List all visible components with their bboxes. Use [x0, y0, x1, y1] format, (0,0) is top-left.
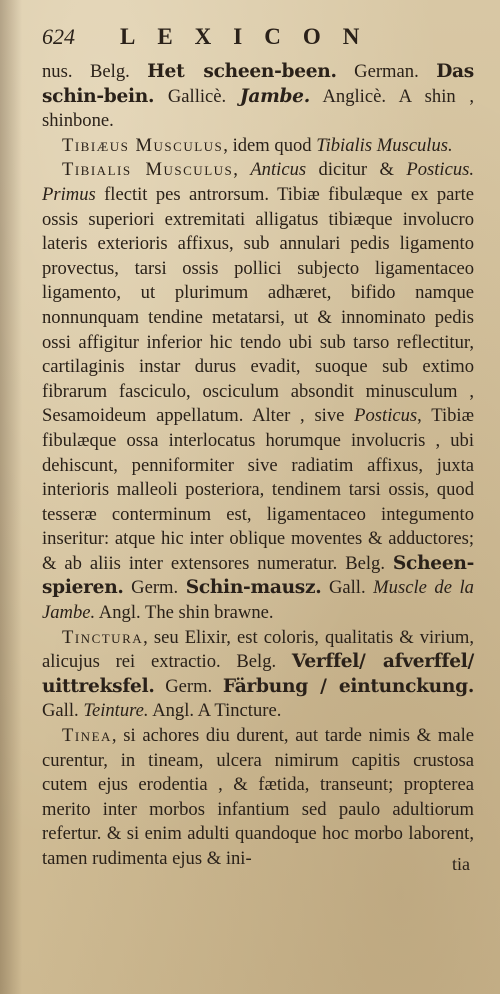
entry-tinctura: Tinctura, seu Elixir, est coloris, qualitatis & virium, alicujus rei extractio. Belg. Verffel/ afverffel/ uittreksfel. Germ. Färbung / eintunckung. Gall. Teinture. Angl. A Tincture.	[42, 626, 474, 722]
catchword: tia	[452, 854, 470, 874]
page-number: 624	[42, 24, 75, 49]
running-head	[42, 24, 474, 58]
entry-tibiaeus: Tibiæus Musculus, idem quod Tibialis Musculus.	[62, 134, 453, 156]
text-block	[42, 60, 474, 872]
running-title: LEXICON	[120, 24, 382, 49]
headword: Tibiæus Musculus	[62, 134, 224, 156]
entry-tibialis: Tibialis Musculus, Anticus dicitur & Posticus. Primus flectit pes antrorsum. Tibiæ fibulæque ex parte ossis superiori extremitati alligatus tibiæque involucro lateris exterioris affixus, sub annulari pedis ligamento provectus, tarsi ossis pollici subjecto ligamentaceo ligamento, ut plurimum adhæret, bifido namque nonnunquam tendine metatarsi, ut & innominato pedis ossi affigitur inferior hic tendo ubi sub tarso reflectitur, cartilaginis instar durus evadit, suoque sub extimo fibrarum fasciculo, osciculum absondit minusculum , Sesamoideum appellatum. Alter , sive Posticus, Tibiæ fibulæque ossa interlocatus horumque involucris , ubi dehiscunt, penniformiter sive radiatim affixus, juxta interioris malleoli posteriora, tendinem tarsi ossis, quod tesseræ conterminum est, ligamentaceo integumento inseritur: atque hic inter oblique moventes & adductores; & ab aliis inter extensores numeratur. Belg. Scheen-spieren. Germ. Schin-mausz. Gall. Muscle de la Jambe. Angl. The shin brawne.	[42, 159, 475, 624]
headword: Tinctura	[62, 626, 144, 648]
entry-tinea: Tinea, si achores diu durent, aut tarde nimis & male curentur, in tineam, ulcera nimirum capitis crustosa cutem ejus erodentia , & fætida, transeunt; propterea merito inter morbos infantium sed paulo adultiorum refertur. & si enim adulti quandoque hoc morbo laborent, tamen rudimenta ejus & ini-	[42, 725, 474, 869]
headword: Tibialis Musculus	[62, 159, 234, 181]
entry-tibia-continuation: nus. Belg. Het scheen-been. German. Das schin-bein. Gallicè. Jambe. Anglicè. A shin , shinbone.	[42, 61, 474, 132]
headword: Tinea	[62, 725, 112, 747]
